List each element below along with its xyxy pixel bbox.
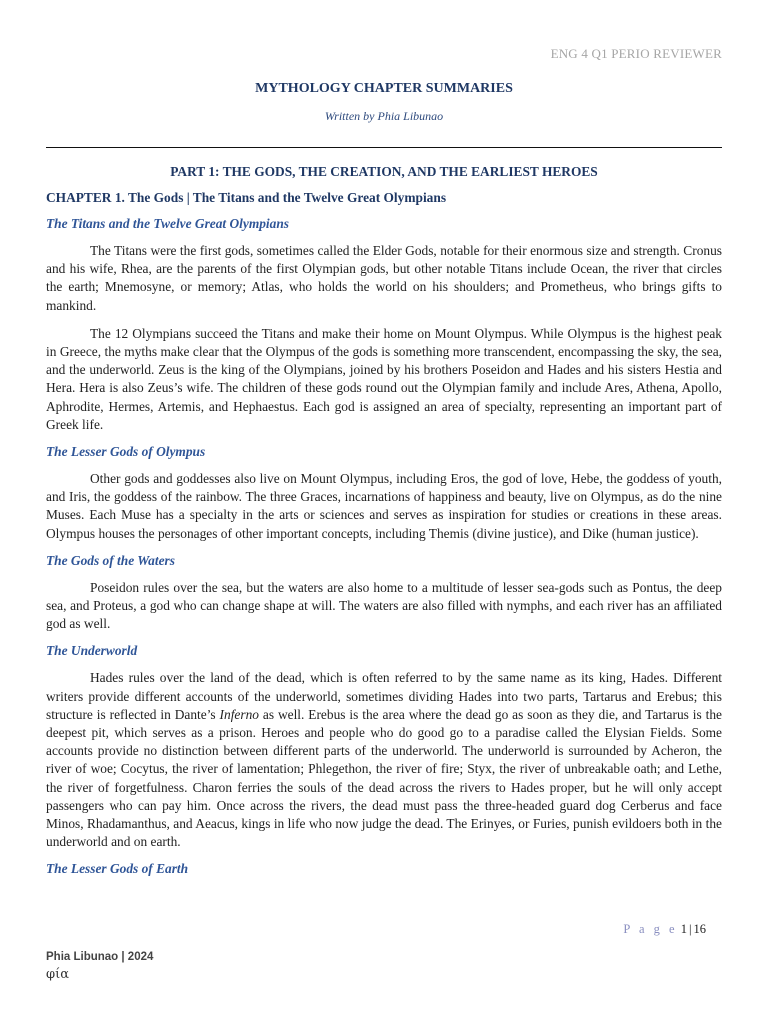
paragraph-waters: Poseidon rules over the sea, but the waters are also home to a multitude of lesser sea-gods such as Pontus, the deep sea, and Proteus, a god who can change shape at will. The waters are also filled with nymphs, and each river has an affiliated god as well. — [46, 579, 722, 632]
paragraph-titans-2: The 12 Olympians succeed the Titans and make their home on Mount Olympus. While Olympus is the highest peak in Greece, the myths make clear that the Olympus of the gods is something more transcendent, encompassing the sky, the sea, and the underworld. Zeus is the king of the Olympians, joined by his brothers Poseidon and Hades and his sisters Hestia and Hera. Hera is also Zeus’s wife. The children of these gods round out the Olympian family and include Ares, Athena, Apollo, Aphrodite, Hermes, Artemis, and Hephaestus. Each god is assigned an area of specialty, representing an important part of Greek life. — [46, 325, 722, 432]
page-number — [623, 922, 706, 937]
inferno-title: Inferno — [219, 706, 259, 722]
section-heading-waters: The Gods of the Waters — [46, 552, 175, 568]
part-heading: PART 1: THE GODS, THE CREATION, AND THE EARLIEST HEROES — [170, 164, 598, 179]
page-number-separator: | — [688, 922, 692, 936]
paragraph-titans-1: The Titans were the first gods, sometimes called the Elder Gods, notable for their enormous size and strength. Cronus and his wife, Rhea, are the parents of the first Olympian gods, but other notable Titans include Ocean, the river that circles the earth; Mnemosyne, or memory; Atlas, who holds the world on his shoulders; and Prometheus, who brings gifts to mankind. — [46, 243, 722, 313]
page-number-current: 1 — [680, 922, 687, 936]
document-body — [46, 164, 722, 887]
document-byline: Written by Phia Libunao — [324, 109, 444, 123]
section-heading-lesser-olympus: The Lesser Gods of Olympus — [46, 444, 206, 460]
page-number-total: 16 — [693, 922, 706, 936]
paragraph-underworld-part1: Hades rules over the land of the dead, which is often referred to by the same name as its king, Hades. Different writers provide different accounts of the underworld, sometimes dividing Hades into two parts, Tartarus and Erebus; this structure is reflected in Dante’s — [46, 670, 722, 722]
footer-author: Phia Libunao | 2024 — [46, 951, 154, 963]
footer-logo: φία — [46, 967, 69, 982]
document-title: MYTHOLOGY CHAPTER SUMMARIES — [255, 81, 513, 96]
header-label: ENG 4 Q1 PERIO REVIEWER — [550, 46, 722, 61]
page-number-label: P a g e — [623, 922, 678, 936]
section-heading-titans: The Titans and the Twelve Great Olympians — [46, 216, 290, 231]
paragraph-underworld — [46, 669, 722, 851]
chapter-heading: CHAPTER 1. The Gods | The Titans and the Twelve Great Olympians — [46, 190, 447, 205]
paragraph-lesser-olympus: Other gods and goddesses also live on Mount Olympus, including Eros, the god of love, Hebe, the goddess of youth, and Iris, the goddess of the rainbow. The three Graces, incarnations of happiness and beauty, live on Olympus, as do the nine Muses. Each Muse has a specialty in the arts or sciences and serves as inspiration for studies or creations in these areas. Olympus houses the personages of other important concepts, including Themis (divine justice), and Dike (human justice). — [46, 471, 722, 541]
footer — [46, 949, 153, 983]
horizontal-rule — [46, 147, 722, 148]
section-heading-earth: The Lesser Gods of Earth — [46, 861, 189, 877]
section-heading-underworld: The Underworld — [46, 643, 138, 659]
paragraph-underworld-part2: as well. Erebus is the area where the dead go as soon as they die, and Tartarus is the deepest pit, which serves as a prison. Heroes and people who do good go to a paradise called the Elysian Fields. Some accounts provide no distinction between different parts of the underworld. The underworld is surrounded by Acheron, the river of woe; Cocytus, the river of lamentation; Phlegethon, the river of fire; Styx, the river of unbreakable oath; and Lethe, the river of forgetfulness. Charon ferries the souls of the dead across the rivers to Hades proper, but he will only accept passengers who can pay him. Once across the rivers, the dead must pass the three-headed guard dog Cerberus and face Minos, Rhadamanthus, and Aeacus, kings in life who now judge the dead. The Erinyes, or Furies, punish evildoers both in the underworld and on earth. — [46, 706, 722, 850]
